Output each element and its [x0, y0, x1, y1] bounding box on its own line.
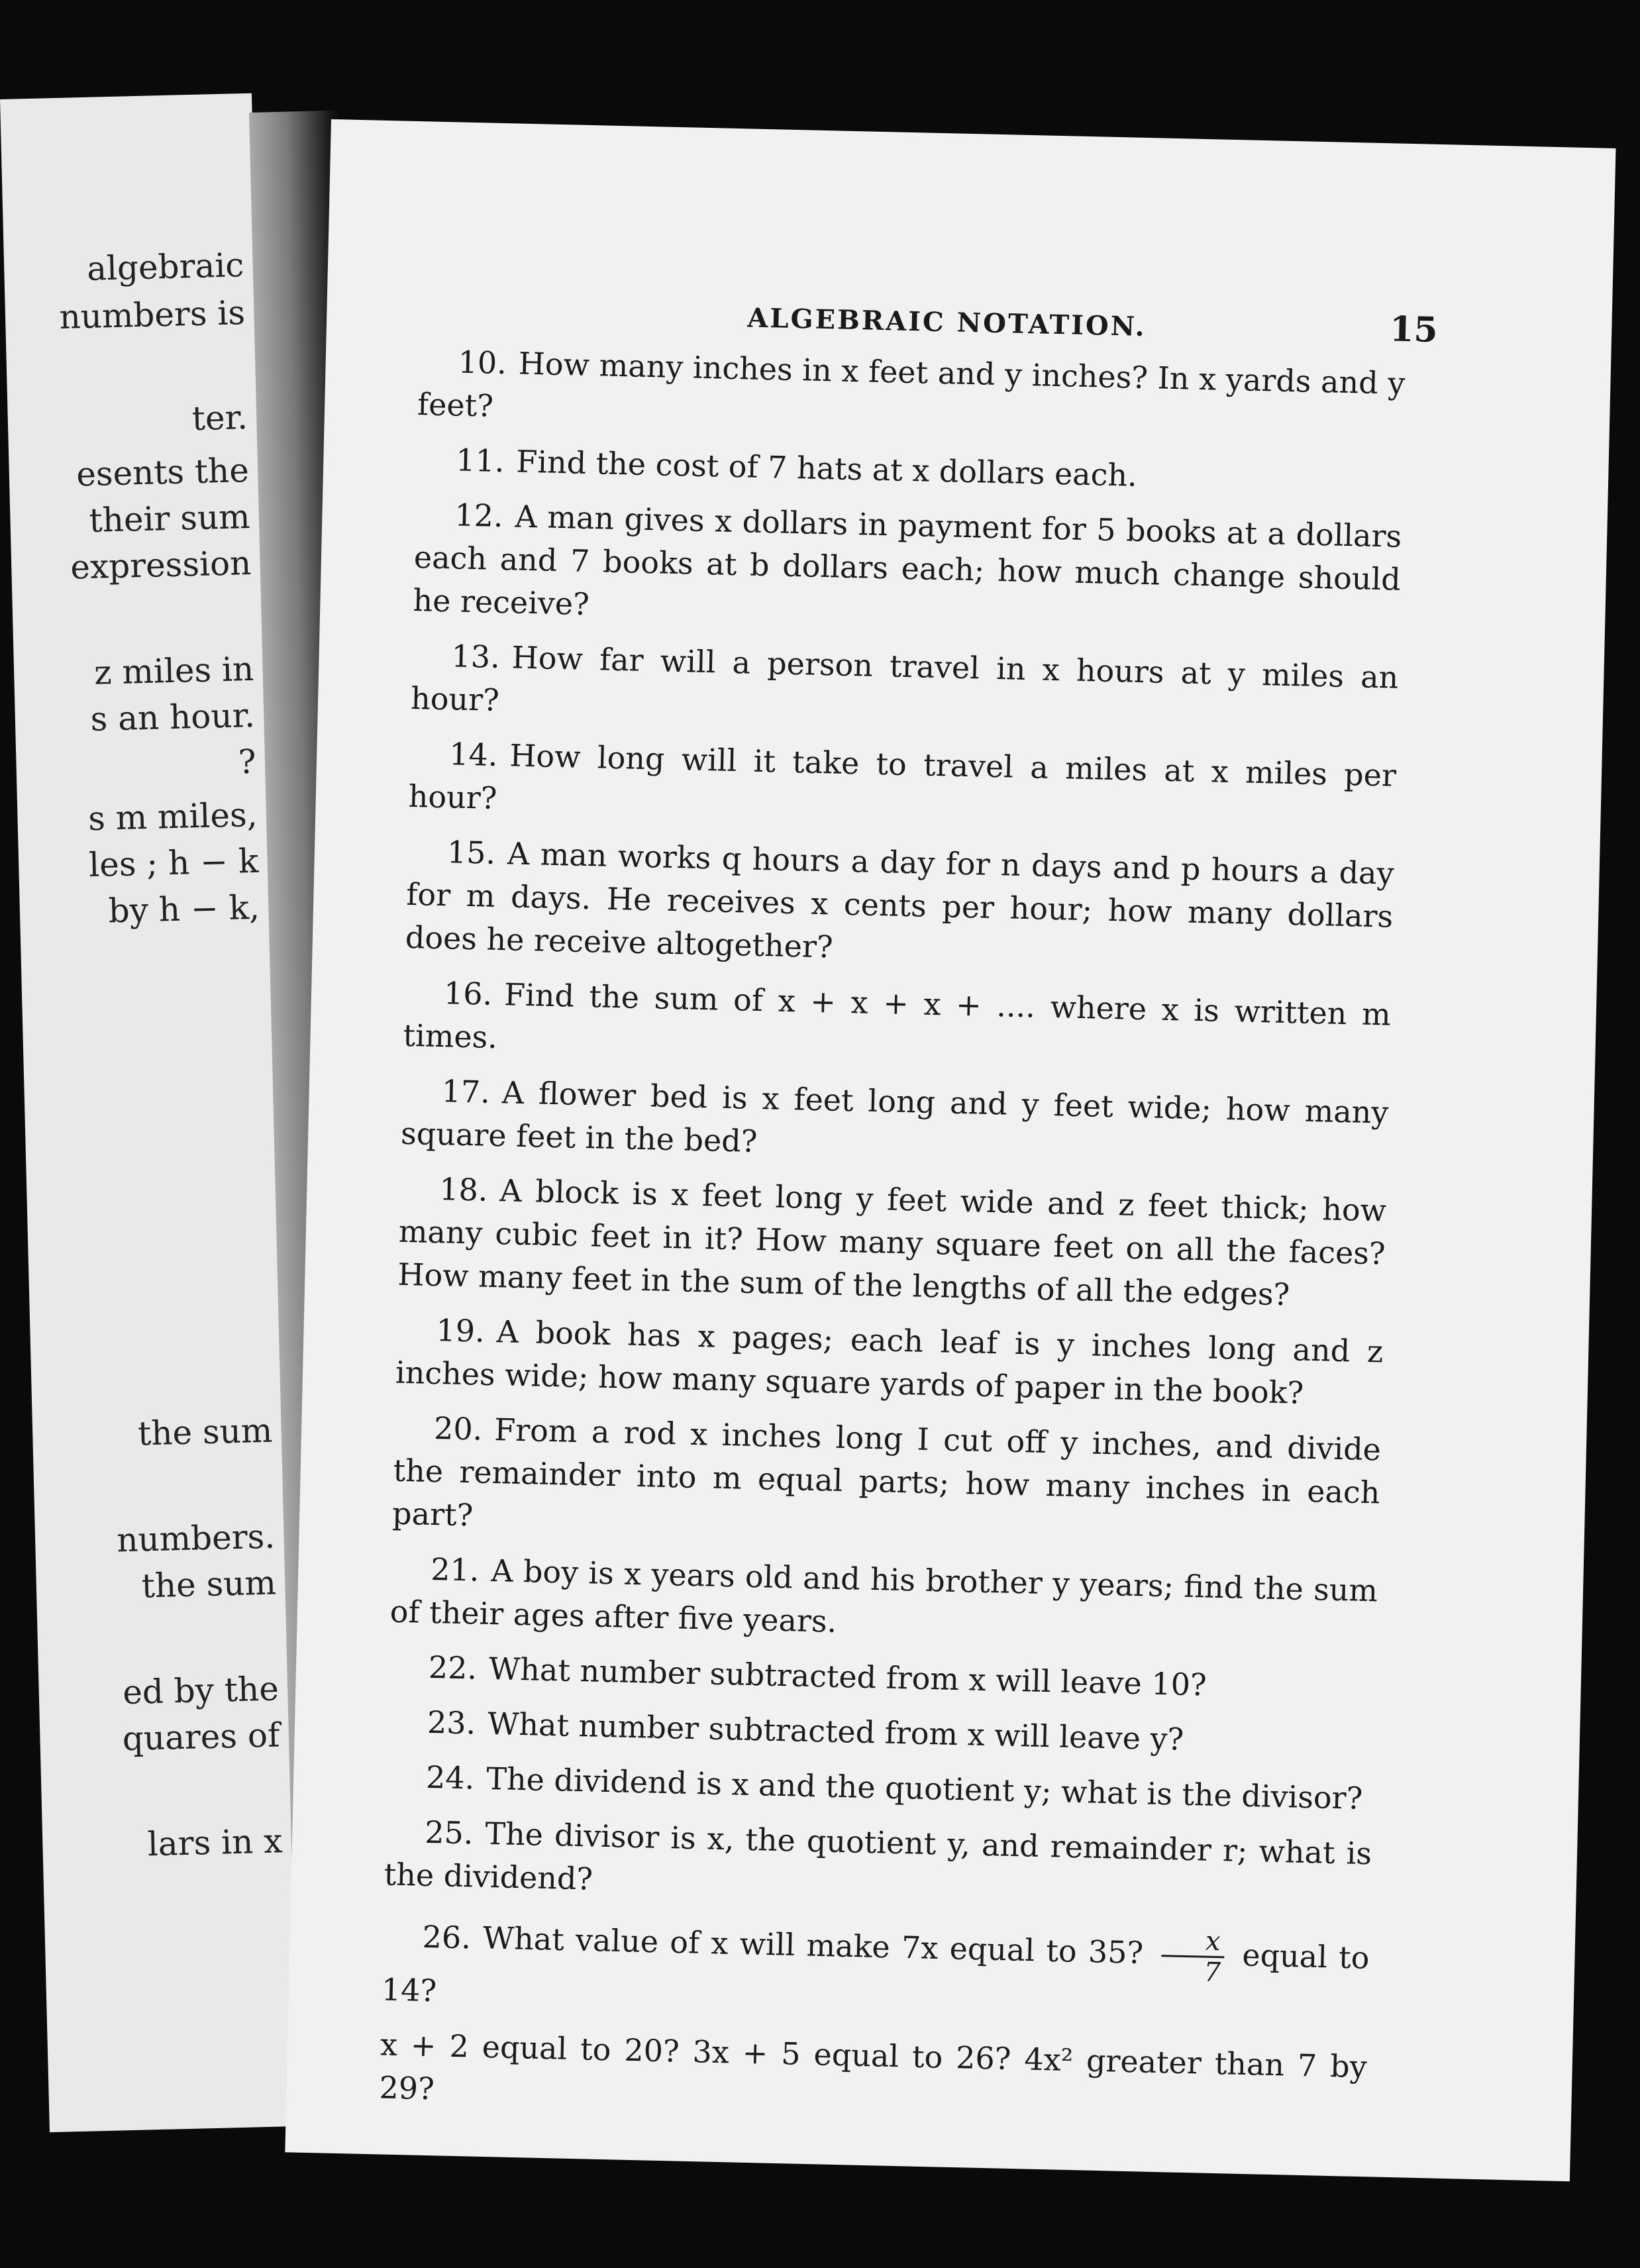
- problem-number: 26.: [422, 1918, 472, 1955]
- problem-text: equal to 14?: [381, 1937, 1370, 2009]
- fraction-numerator: x: [1161, 1926, 1225, 1958]
- problem-16: [403, 971, 1392, 1080]
- problem-number: 18.: [438, 1171, 489, 1208]
- problem-number: 23.: [427, 1704, 476, 1741]
- problem-text: Find the cost of 7 hats at x dollars each.: [515, 443, 1138, 493]
- running-header: ALGEBRAIC NOTATION.: [746, 302, 1147, 342]
- problem-13: [410, 634, 1399, 743]
- problem-text: How long will it take to travel a miles at x miles per hour?: [408, 737, 1397, 816]
- left-page-line: the sum: [137, 1411, 273, 1453]
- problem-text: How far will a person travel in x hours at y miles an hour?: [410, 639, 1399, 718]
- fraction-denominator: 7: [1203, 1957, 1221, 1988]
- left-page-line: ter.: [191, 398, 248, 438]
- problem-25: [384, 1810, 1372, 1919]
- problem-text: A block is x feet long y feet wide and z feet thick; how many cubic feet in it? How many square feet on all the faces? How many feet in the sum of the lengths of all the edges?: [397, 1172, 1387, 1313]
- problem-number: 22.: [428, 1649, 478, 1686]
- problem-text: From a rod x inches long I cut off y inches, and divide the remainder into m equal parts; how many inches in each part?: [391, 1412, 1382, 1533]
- problem-number: 12.: [454, 497, 504, 535]
- left-page-line: ed by the: [122, 1669, 280, 1712]
- page-number: 15: [1389, 309, 1439, 350]
- left-page-line: expression: [70, 543, 252, 587]
- problem-14: [408, 732, 1397, 841]
- problem-text: What number subtracted from x will leave 10?: [488, 1651, 1207, 1703]
- left-page-line: algebraic: [86, 246, 244, 288]
- problem-number: 16.: [443, 975, 493, 1012]
- problem-list: [379, 340, 1406, 2132]
- problem-text: The divisor is x, the quotient y, and remainder r; what is the dividend?: [384, 1815, 1372, 1897]
- left-page-line: lars in x: [147, 1822, 283, 1864]
- left-page-line: by h − k,: [108, 888, 260, 931]
- problem-12: [413, 493, 1402, 644]
- problem-number: 20.: [433, 1410, 483, 1447]
- left-page-line: les ; h − k: [88, 841, 259, 885]
- problem-18: [397, 1167, 1387, 1319]
- problem-24: [386, 1755, 1374, 1821]
- problem-number: 11.: [455, 442, 505, 480]
- left-page-line: their sum: [88, 497, 251, 540]
- problem-text: A flower bed is x feet long and y feet wide; how many square feet in the bed?: [400, 1074, 1390, 1159]
- problem-number: 17.: [441, 1073, 491, 1110]
- problem-text: A boy is x years old and his brother y years; find the sum of their ages after five years.: [389, 1553, 1378, 1639]
- problem-text: What value of x will make 7x equal to 35?: [482, 1920, 1144, 1971]
- left-page-line: ?: [238, 742, 257, 782]
- problem-text: The dividend is x and the quotient y; what is the divisor?: [486, 1760, 1363, 1816]
- problem-number: 13.: [451, 638, 501, 675]
- problem-23: [387, 1700, 1374, 1766]
- problem-number: 24.: [425, 1759, 476, 1796]
- problem-11: [416, 438, 1404, 503]
- problem-22: [388, 1645, 1376, 1711]
- problem-text: A man works q hours a day for n days and p hours a day for m days. He receives x cents per hour; how many dollars does he receive altogether?: [405, 835, 1395, 965]
- problem-number: 25.: [424, 1814, 474, 1851]
- problem-text: What number subtracted from x will leave y?: [487, 1705, 1184, 1757]
- left-page-line: numbers.: [116, 1517, 276, 1560]
- left-page-line: z miles in: [93, 649, 254, 692]
- problem-17: [401, 1069, 1390, 1178]
- left-page-line: s m miles,: [87, 795, 258, 839]
- problem-text: Find the sum of x + x + x + .... where x is written m times.: [403, 976, 1392, 1056]
- problem-26: [381, 1908, 1370, 2034]
- problem-15: [405, 830, 1394, 982]
- left-page-line: numbers is: [58, 293, 246, 336]
- problem-number: 14.: [448, 736, 499, 773]
- problem-text: A man gives x dollars in payment for 5 books at a dollars each and 7 books at b dollars each; how much change should he receive?: [412, 498, 1402, 623]
- left-page-line: quares of: [122, 1716, 281, 1759]
- problem-20: [392, 1406, 1382, 1558]
- problem-10: [417, 340, 1406, 448]
- right-page: [285, 119, 1615, 2181]
- left-page-line: s an hour.: [89, 696, 256, 739]
- fraction: [1160, 1926, 1225, 1987]
- left-page-line: esents the: [76, 450, 250, 494]
- problem-21: [389, 1547, 1378, 1656]
- left-page-line: the sum: [141, 1563, 277, 1606]
- problem-number: 21.: [430, 1551, 480, 1588]
- problem-26-continuation: x + 2 equal to 20? 3x + 5 equal to 26? 4x² greater than 7 by 29?: [378, 2026, 1368, 2107]
- problem-number: 10.: [458, 344, 507, 382]
- problem-text: How many inches in x feet and y inches? In x yards and y feet?: [417, 345, 1406, 424]
- problem-19: [395, 1308, 1384, 1417]
- problem-number: 15.: [446, 834, 496, 871]
- problem-text: A book has x pages; each leaf is y inches long and z inches wide; how many square yards of paper in the book?: [395, 1314, 1384, 1411]
- problem-number: 19.: [435, 1312, 486, 1349]
